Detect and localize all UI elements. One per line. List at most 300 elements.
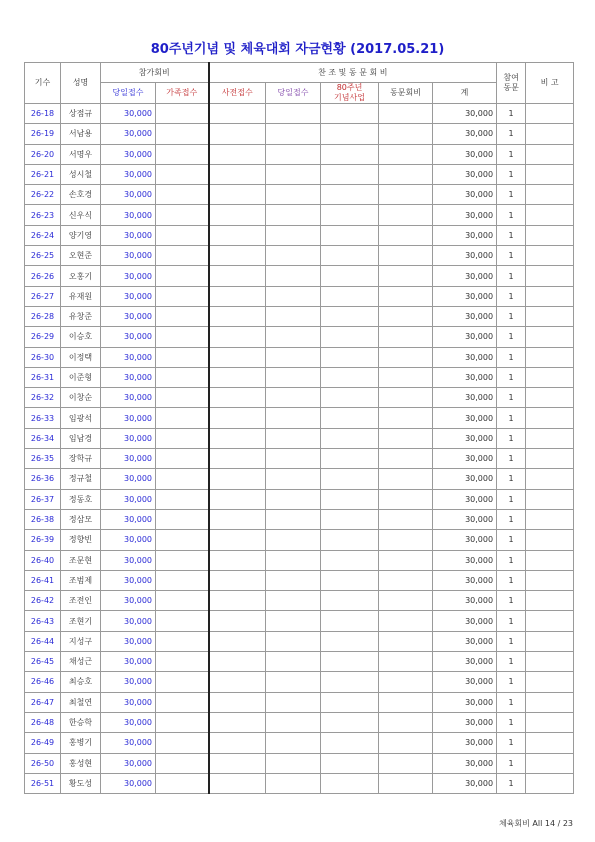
cell-anniversary (321, 692, 379, 712)
cell-attend: 1 (497, 104, 526, 124)
cell-fee-family (156, 347, 209, 367)
cell-total: 30,000 (433, 753, 497, 773)
cell-fee-family (156, 550, 209, 570)
cell-pre (209, 509, 266, 529)
header-name: 성명 (61, 63, 101, 104)
cell-gisu: 26-43 (25, 611, 61, 631)
cell-sponsor-day (266, 611, 321, 631)
cell-name: 조전인 (61, 591, 101, 611)
cell-total: 30,000 (433, 104, 497, 124)
cell-fee-day: 30,000 (101, 225, 156, 245)
cell-anniversary (321, 185, 379, 205)
cell-pre (209, 205, 266, 225)
cell-anniversary (321, 266, 379, 286)
cell-gisu: 26-25 (25, 246, 61, 266)
cell-anniversary (321, 104, 379, 124)
cell-sponsor-day (266, 692, 321, 712)
cell-total: 30,000 (433, 205, 497, 225)
cell-sponsor-day (266, 449, 321, 469)
cell-attend: 1 (497, 388, 526, 408)
cell-gisu: 26-45 (25, 652, 61, 672)
cell-sponsor-day (266, 185, 321, 205)
cell-remark (526, 225, 574, 245)
cell-attend: 1 (497, 489, 526, 509)
cell-fee-day: 30,000 (101, 672, 156, 692)
cell-pre (209, 753, 266, 773)
cell-attend: 1 (497, 753, 526, 773)
cell-fee-day: 30,000 (101, 449, 156, 469)
cell-name: 이준형 (61, 367, 101, 387)
cell-fee-day: 30,000 (101, 591, 156, 611)
table-row (25, 631, 574, 651)
cell-sponsor-day (266, 631, 321, 651)
cell-attend: 1 (497, 327, 526, 347)
cell-anniversary (321, 164, 379, 184)
header-gisu: 기수 (25, 63, 61, 104)
cell-fee-day: 30,000 (101, 509, 156, 529)
cell-remark (526, 489, 574, 509)
cell-fee-day: 30,000 (101, 712, 156, 732)
cell-fee-family (156, 388, 209, 408)
cell-attend: 1 (497, 611, 526, 631)
cell-gisu: 26-20 (25, 144, 61, 164)
cell-attend: 1 (497, 266, 526, 286)
cell-fee-day: 30,000 (101, 652, 156, 672)
cell-gisu: 26-46 (25, 672, 61, 692)
cell-fee-day: 30,000 (101, 611, 156, 631)
cell-alumni-fee (379, 753, 433, 773)
cell-gisu: 26-24 (25, 225, 61, 245)
table-row (25, 347, 574, 367)
cell-alumni-fee (379, 144, 433, 164)
cell-total: 30,000 (433, 347, 497, 367)
table-row (25, 388, 574, 408)
cell-remark (526, 509, 574, 529)
cell-pre (209, 408, 266, 428)
cell-attend: 1 (497, 164, 526, 184)
cell-alumni-fee (379, 591, 433, 611)
cell-gisu: 26-50 (25, 753, 61, 773)
table-row (25, 246, 574, 266)
cell-attend: 1 (497, 347, 526, 367)
cell-sponsor-day (266, 489, 321, 509)
cell-gisu: 26-49 (25, 733, 61, 753)
cell-remark (526, 591, 574, 611)
cell-name: 한승학 (61, 712, 101, 732)
cell-fee-day: 30,000 (101, 104, 156, 124)
cell-gisu: 26-31 (25, 367, 61, 387)
cell-name: 정향빈 (61, 530, 101, 550)
cell-remark (526, 408, 574, 428)
cell-total: 30,000 (433, 773, 497, 793)
cell-fee-family (156, 185, 209, 205)
cell-remark (526, 266, 574, 286)
table-body (25, 104, 574, 794)
cell-fee-family (156, 205, 209, 225)
header-anniversary (321, 83, 379, 104)
table-row (25, 266, 574, 286)
fund-status-table (24, 62, 574, 794)
cell-anniversary (321, 591, 379, 611)
cell-name: 이창순 (61, 388, 101, 408)
cell-name: 최철연 (61, 692, 101, 712)
cell-alumni-fee (379, 164, 433, 184)
cell-name: 오현준 (61, 246, 101, 266)
cell-sponsor-day (266, 408, 321, 428)
cell-attend: 1 (497, 428, 526, 448)
cell-attend: 1 (497, 530, 526, 550)
cell-alumni-fee (379, 611, 433, 631)
table-row (25, 185, 574, 205)
cell-sponsor-day (266, 753, 321, 773)
cell-total: 30,000 (433, 306, 497, 326)
cell-alumni-fee (379, 631, 433, 651)
header-alumni-fee: 동문회비 (379, 83, 433, 104)
table-row (25, 164, 574, 184)
cell-sponsor-day (266, 388, 321, 408)
cell-pre (209, 672, 266, 692)
table-row (25, 286, 574, 306)
cell-fee-family (156, 652, 209, 672)
cell-pre (209, 347, 266, 367)
cell-attend: 1 (497, 773, 526, 793)
cell-attend: 1 (497, 124, 526, 144)
cell-gisu: 26-42 (25, 591, 61, 611)
cell-name: 오홍기 (61, 266, 101, 286)
cell-anniversary (321, 530, 379, 550)
cell-attend: 1 (497, 672, 526, 692)
cell-remark (526, 773, 574, 793)
header-fee-family: 가족접수 (156, 83, 209, 104)
cell-remark (526, 388, 574, 408)
cell-name: 조문현 (61, 550, 101, 570)
cell-pre (209, 469, 266, 489)
cell-gisu: 26-40 (25, 550, 61, 570)
cell-gisu: 26-28 (25, 306, 61, 326)
cell-attend: 1 (497, 408, 526, 428)
cell-fee-family (156, 591, 209, 611)
cell-anniversary (321, 509, 379, 529)
cell-fee-day: 30,000 (101, 530, 156, 550)
cell-attend: 1 (497, 246, 526, 266)
cell-alumni-fee (379, 185, 433, 205)
cell-fee-family (156, 144, 209, 164)
cell-sponsor-day (266, 367, 321, 387)
cell-sponsor-day (266, 550, 321, 570)
cell-total: 30,000 (433, 489, 497, 509)
cell-alumni-fee (379, 347, 433, 367)
cell-anniversary (321, 733, 379, 753)
cell-pre (209, 733, 266, 753)
cell-attend: 1 (497, 185, 526, 205)
cell-anniversary (321, 449, 379, 469)
header-sponsor-day: 당일접수 (266, 83, 321, 104)
cell-fee-day: 30,000 (101, 266, 156, 286)
cell-gisu: 26-41 (25, 570, 61, 590)
cell-total: 30,000 (433, 286, 497, 306)
cell-sponsor-day (266, 652, 321, 672)
cell-fee-day: 30,000 (101, 286, 156, 306)
cell-pre (209, 692, 266, 712)
cell-fee-day: 30,000 (101, 124, 156, 144)
cell-total: 30,000 (433, 266, 497, 286)
cell-total: 30,000 (433, 672, 497, 692)
cell-anniversary (321, 773, 379, 793)
table-row (25, 104, 574, 124)
cell-alumni-fee (379, 773, 433, 793)
header-anniversary-line2: 기념사업 (334, 93, 365, 102)
cell-alumni-fee (379, 104, 433, 124)
cell-anniversary (321, 246, 379, 266)
cell-total: 30,000 (433, 570, 497, 590)
cell-total: 30,000 (433, 631, 497, 651)
cell-fee-family (156, 773, 209, 793)
cell-total: 30,000 (433, 692, 497, 712)
cell-pre (209, 530, 266, 550)
cell-remark (526, 692, 574, 712)
cell-alumni-fee (379, 306, 433, 326)
table-row (25, 306, 574, 326)
cell-pre (209, 246, 266, 266)
cell-anniversary (321, 388, 379, 408)
cell-pre (209, 124, 266, 144)
cell-total: 30,000 (433, 652, 497, 672)
cell-name: 정삼모 (61, 509, 101, 529)
table-row (25, 570, 574, 590)
cell-total: 30,000 (433, 144, 497, 164)
cell-attend: 1 (497, 205, 526, 225)
cell-total: 30,000 (433, 408, 497, 428)
table-row (25, 367, 574, 387)
cell-sponsor-day (266, 773, 321, 793)
cell-pre (209, 104, 266, 124)
cell-remark (526, 104, 574, 124)
cell-remark (526, 347, 574, 367)
cell-remark (526, 185, 574, 205)
cell-name: 채성근 (61, 652, 101, 672)
cell-fee-family (156, 449, 209, 469)
cell-gisu: 26-48 (25, 712, 61, 732)
cell-gisu: 26-18 (25, 104, 61, 124)
cell-remark (526, 753, 574, 773)
cell-anniversary (321, 408, 379, 428)
cell-remark (526, 449, 574, 469)
cell-remark (526, 286, 574, 306)
cell-total: 30,000 (433, 327, 497, 347)
cell-fee-family (156, 367, 209, 387)
table-row (25, 591, 574, 611)
cell-pre (209, 164, 266, 184)
header-attend-line1: 참여 (503, 73, 519, 82)
cell-pre (209, 286, 266, 306)
cell-gisu: 26-39 (25, 530, 61, 550)
cell-name: 조범제 (61, 570, 101, 590)
cell-alumni-fee (379, 225, 433, 245)
cell-anniversary (321, 611, 379, 631)
cell-attend: 1 (497, 449, 526, 469)
cell-total: 30,000 (433, 449, 497, 469)
cell-total: 30,000 (433, 550, 497, 570)
cell-sponsor-day (266, 509, 321, 529)
cell-alumni-fee (379, 469, 433, 489)
cell-alumni-fee (379, 124, 433, 144)
cell-anniversary (321, 672, 379, 692)
cell-anniversary (321, 570, 379, 590)
cell-name: 유창준 (61, 306, 101, 326)
cell-sponsor-day (266, 164, 321, 184)
header-fee-day: 당일접수 (101, 83, 156, 104)
cell-remark (526, 530, 574, 550)
cell-total: 30,000 (433, 388, 497, 408)
cell-remark (526, 205, 574, 225)
cell-remark (526, 631, 574, 651)
cell-total: 30,000 (433, 712, 497, 732)
cell-remark (526, 652, 574, 672)
cell-attend: 1 (497, 286, 526, 306)
cell-name: 임남경 (61, 428, 101, 448)
cell-attend: 1 (497, 570, 526, 590)
table-row (25, 408, 574, 428)
cell-fee-family (156, 753, 209, 773)
table-row (25, 530, 574, 550)
table-row (25, 428, 574, 448)
table-row (25, 469, 574, 489)
header-remark: 비 고 (526, 63, 574, 104)
cell-alumni-fee (379, 489, 433, 509)
cell-gisu: 26-23 (25, 205, 61, 225)
cell-pre (209, 428, 266, 448)
cell-fee-family (156, 225, 209, 245)
cell-total: 30,000 (433, 246, 497, 266)
cell-anniversary (321, 225, 379, 245)
cell-sponsor-day (266, 124, 321, 144)
cell-pre (209, 225, 266, 245)
cell-alumni-fee (379, 408, 433, 428)
cell-pre (209, 550, 266, 570)
cell-anniversary (321, 205, 379, 225)
cell-fee-day: 30,000 (101, 692, 156, 712)
cell-fee-day: 30,000 (101, 773, 156, 793)
cell-attend: 1 (497, 692, 526, 712)
cell-fee-day: 30,000 (101, 570, 156, 590)
cell-fee-family (156, 672, 209, 692)
header-pre: 사전접수 (209, 83, 266, 104)
cell-anniversary (321, 306, 379, 326)
cell-alumni-fee (379, 530, 433, 550)
cell-sponsor-day (266, 712, 321, 732)
cell-name: 홍병기 (61, 733, 101, 753)
cell-alumni-fee (379, 367, 433, 387)
cell-name: 양기영 (61, 225, 101, 245)
cell-gisu: 26-30 (25, 347, 61, 367)
cell-alumni-fee (379, 286, 433, 306)
cell-gisu: 26-21 (25, 164, 61, 184)
cell-alumni-fee (379, 266, 433, 286)
cell-remark (526, 164, 574, 184)
cell-sponsor-day (266, 246, 321, 266)
cell-anniversary (321, 286, 379, 306)
cell-remark (526, 428, 574, 448)
cell-fee-family (156, 509, 209, 529)
cell-alumni-fee (379, 550, 433, 570)
cell-name: 서명우 (61, 144, 101, 164)
cell-anniversary (321, 144, 379, 164)
cell-total: 30,000 (433, 185, 497, 205)
cell-attend: 1 (497, 712, 526, 732)
cell-anniversary (321, 367, 379, 387)
cell-sponsor-day (266, 530, 321, 550)
cell-fee-family (156, 469, 209, 489)
cell-fee-family (156, 104, 209, 124)
cell-alumni-fee (379, 712, 433, 732)
cell-name: 조현기 (61, 611, 101, 631)
cell-fee-day: 30,000 (101, 550, 156, 570)
cell-fee-day: 30,000 (101, 144, 156, 164)
cell-remark (526, 672, 574, 692)
cell-attend: 1 (497, 733, 526, 753)
cell-pre (209, 611, 266, 631)
cell-pre (209, 367, 266, 387)
cell-fee-day: 30,000 (101, 306, 156, 326)
cell-pre (209, 591, 266, 611)
cell-total: 30,000 (433, 509, 497, 529)
cell-remark (526, 469, 574, 489)
cell-alumni-fee (379, 570, 433, 590)
cell-anniversary (321, 469, 379, 489)
cell-fee-family (156, 530, 209, 550)
cell-sponsor-day (266, 591, 321, 611)
table-row (25, 773, 574, 793)
cell-total: 30,000 (433, 469, 497, 489)
header-total: 계 (433, 83, 497, 104)
cell-total: 30,000 (433, 733, 497, 753)
cell-gisu: 26-29 (25, 327, 61, 347)
cell-pre (209, 266, 266, 286)
cell-remark (526, 367, 574, 387)
table-row (25, 144, 574, 164)
cell-fee-family (156, 692, 209, 712)
cell-name: 장학규 (61, 449, 101, 469)
cell-pre (209, 489, 266, 509)
cell-alumni-fee (379, 205, 433, 225)
cell-remark (526, 712, 574, 732)
cell-gisu: 26-22 (25, 185, 61, 205)
cell-name: 정규철 (61, 469, 101, 489)
cell-name: 홍성현 (61, 753, 101, 773)
cell-anniversary (321, 652, 379, 672)
cell-pre (209, 449, 266, 469)
cell-attend: 1 (497, 509, 526, 529)
cell-attend: 1 (497, 469, 526, 489)
document-title: 80주년기념 및 체육대회 자금현황 (2017.05.21) (150, 42, 445, 57)
header-attend-line2: 동문 (503, 83, 519, 92)
cell-remark (526, 144, 574, 164)
table-row (25, 753, 574, 773)
cell-total: 30,000 (433, 225, 497, 245)
table-header (25, 63, 574, 104)
cell-pre (209, 773, 266, 793)
cell-fee-family (156, 266, 209, 286)
cell-total: 30,000 (433, 164, 497, 184)
cell-remark (526, 246, 574, 266)
cell-sponsor-day (266, 225, 321, 245)
table-row (25, 652, 574, 672)
cell-fee-day: 30,000 (101, 469, 156, 489)
cell-fee-family (156, 733, 209, 753)
cell-gisu: 26-47 (25, 692, 61, 712)
cell-sponsor-day (266, 570, 321, 590)
cell-fee-day: 30,000 (101, 164, 156, 184)
